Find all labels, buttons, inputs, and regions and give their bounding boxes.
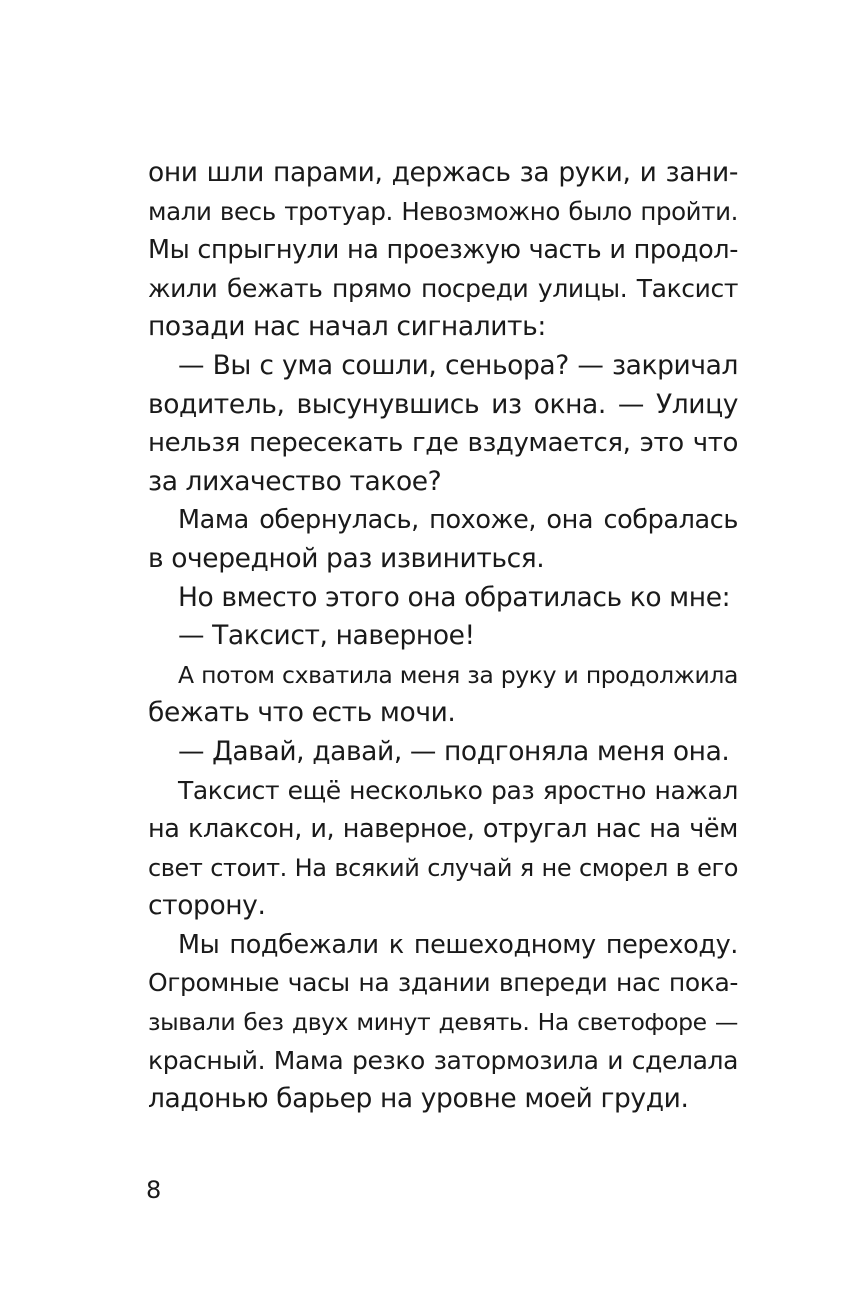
text-line: ладонью барьер на уровне моей груди. xyxy=(148,1083,689,1115)
text-line: А потом схватила меня за руку и продолжила xyxy=(178,660,738,689)
text-line: позади нас начал сигналить: xyxy=(148,311,546,343)
text-line: Таксист ещё несколько раз яростно нажал xyxy=(178,775,738,805)
text-line: — Вы с ума сошли, сеньора? — закричал xyxy=(178,349,738,381)
text-line: нельзя пересекать где вздумается, это что xyxy=(148,428,738,459)
text-line: мали весь тротуар. Невозможно было пройти. xyxy=(148,196,738,226)
text-line: — Давай, давай, — подгоняла меня она. xyxy=(178,735,730,767)
text-line: жили бежать прямо посреди улицы. Таксист xyxy=(148,273,738,303)
text-line: сторону. xyxy=(148,890,266,922)
text-line: бежать что есть мочи. xyxy=(148,697,456,729)
page-text-block xyxy=(148,154,738,1119)
text-line: в очередной раз извиниться. xyxy=(148,542,545,574)
text-line: Мама обернулась, похоже, она собралась xyxy=(178,505,738,536)
text-line: водитель, высунувшись из окна. — Улицу xyxy=(148,388,738,420)
text-line: они шли парами, держась за руки, и зани- xyxy=(148,157,738,188)
text-line: Но вместо этого она обратилась ко мне: xyxy=(178,581,731,613)
text-line: красный. Мама резко затормозила и сделала xyxy=(148,1045,738,1075)
text-line: зывали без двух минут девять. На светофоре — xyxy=(148,1008,738,1037)
text-line: за лихачество такое? xyxy=(148,465,442,497)
text-line: — Таксист, наверное! xyxy=(178,620,475,652)
text-line: Огромные часы на здании впереди нас пока- xyxy=(148,968,738,998)
text-line: Мы спрыгнули на проезжую часть и продол- xyxy=(148,235,738,266)
text-line: свет стоит. На всякий случай я не сморел в его xyxy=(148,853,738,882)
text-line: Мы подбежали к пешеходному переходу. xyxy=(178,929,738,960)
page-number: 8 xyxy=(146,1176,162,1204)
text-line: на клаксон, и, наверное, отругал нас на чём xyxy=(148,814,738,845)
